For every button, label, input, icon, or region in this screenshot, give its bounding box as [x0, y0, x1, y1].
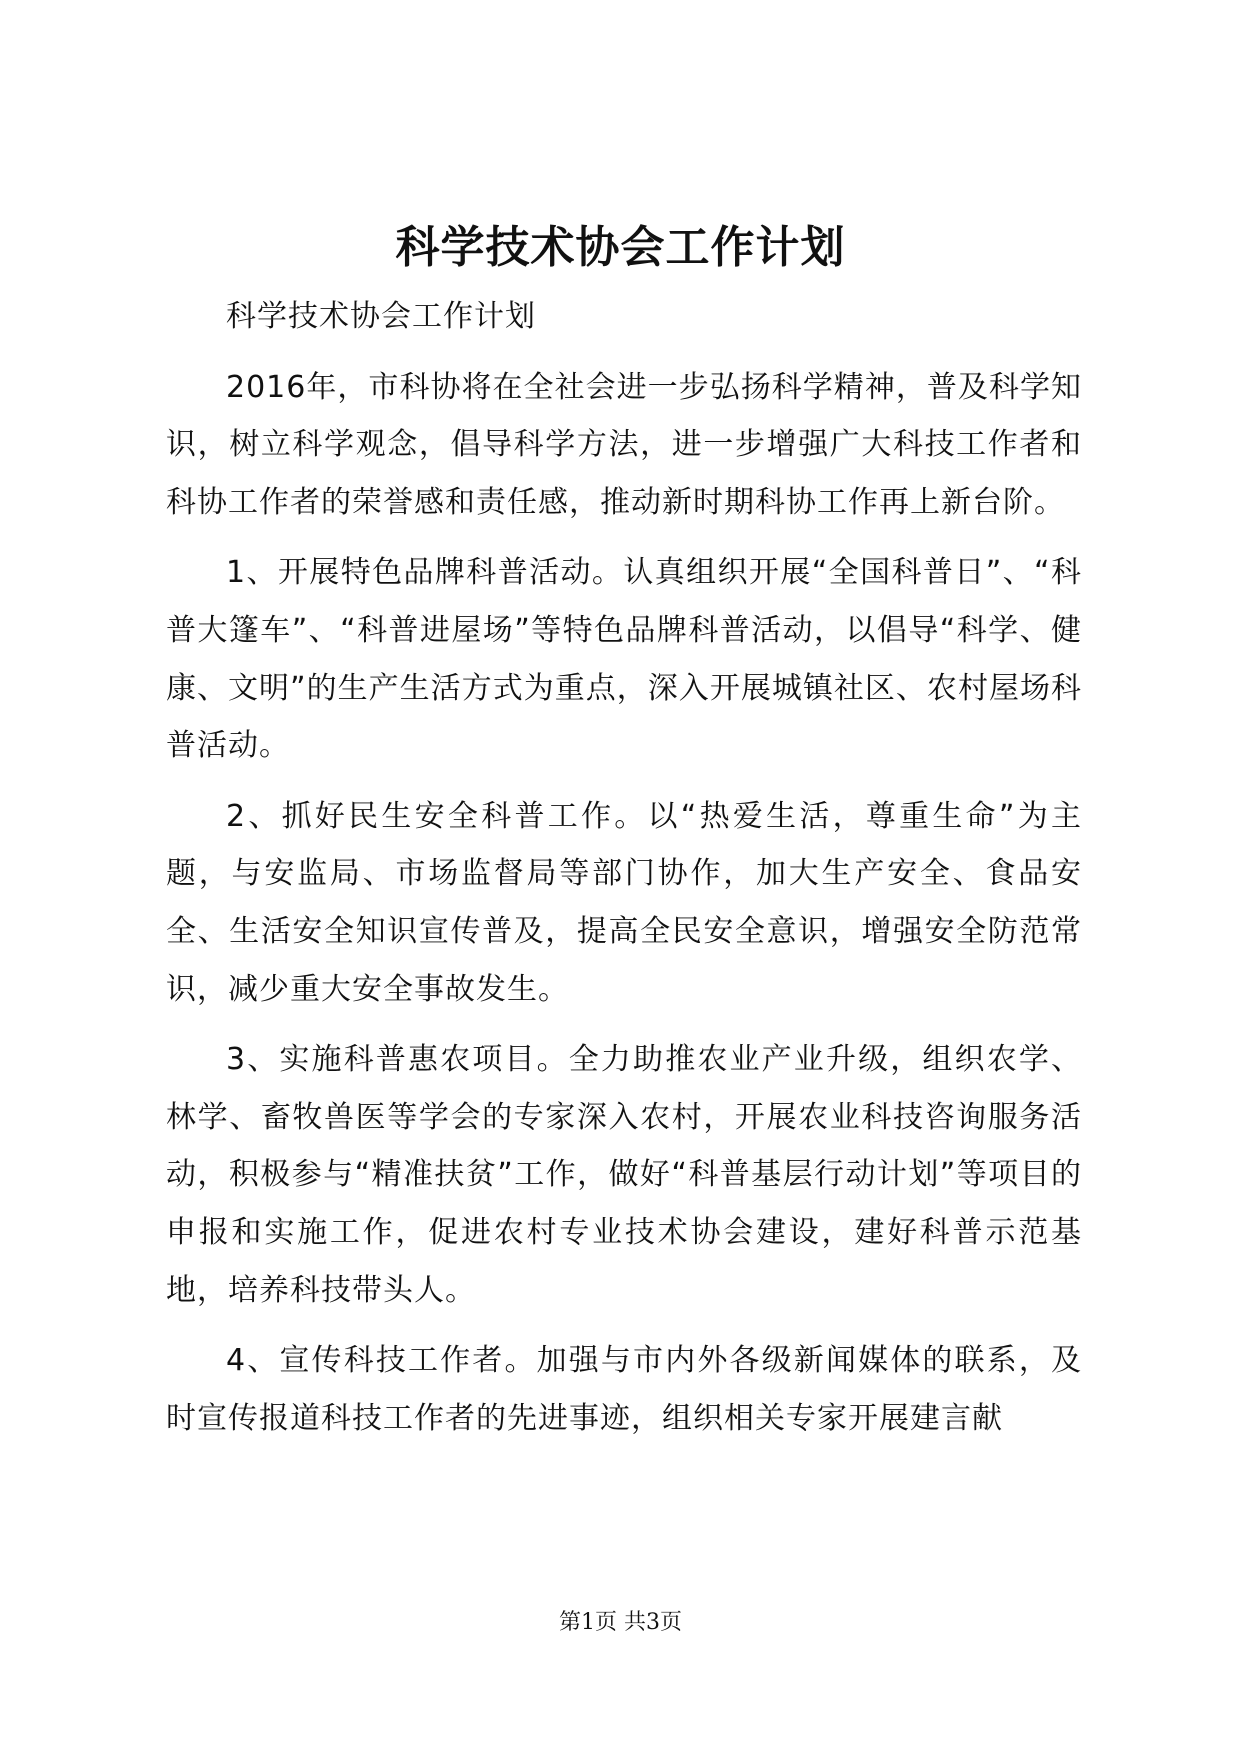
- document-title: 科学技术协会工作计划: [395, 222, 846, 273]
- paragraph-intro: 2016年，市科协将在全社会进一步弘扬科学精神，普及科学知识，树立科学观念，倡导科学方法，进一步增强广大科技工作者和科协工作者的荣誉感和责任感，推动新时期科协工作再上新台阶。: [166, 369, 1082, 520]
- paragraph-subtitle: 科学技术协会工作计划: [226, 299, 536, 334]
- page-number-footer: 第1页 共3页: [559, 1610, 682, 1635]
- paragraph-item-4: 4、宣传科技工作者。加强与市内外各级新闻媒体的联系，及时宣传报道科技工作者的先进事迹，组织相关专家开展建言献: [166, 1343, 1082, 1436]
- paragraph-item-3: 3、实施科普惠农项目。全力助推农业产业升级，组织农学、林学、畜牧兽医等学会的专家深入农村，开展农业科技咨询服务活动，积极参与“精准扶贫”工作，做好“科普基层行动计划”等项目的申报和实施工作，促进农村专业技术协会建设，建好科普示范基地，培养科技带头人。: [166, 1042, 1082, 1308]
- document-body: [166, 288, 1082, 1460]
- paragraph-item-2: 2、抓好民生安全科普工作。以“热爱生活，尊重生命”为主题，与安监局、市场监督局等部门协作，加大生产安全、食品安全、生活安全知识宣传普及，提高全民安全意识，增强安全防范常识，减少重大安全事故发生。: [166, 798, 1082, 1007]
- paragraph-item-1: 1、开展特色品牌科普活动。认真组织开展“全国科普日”、“科普大篷车”、“科普进屋场”等特色品牌科普活动，以倡导“科学、健康、文明”的生产生活方式为重点，深入开展城镇社区、农村屋场科普活动。: [166, 555, 1082, 764]
